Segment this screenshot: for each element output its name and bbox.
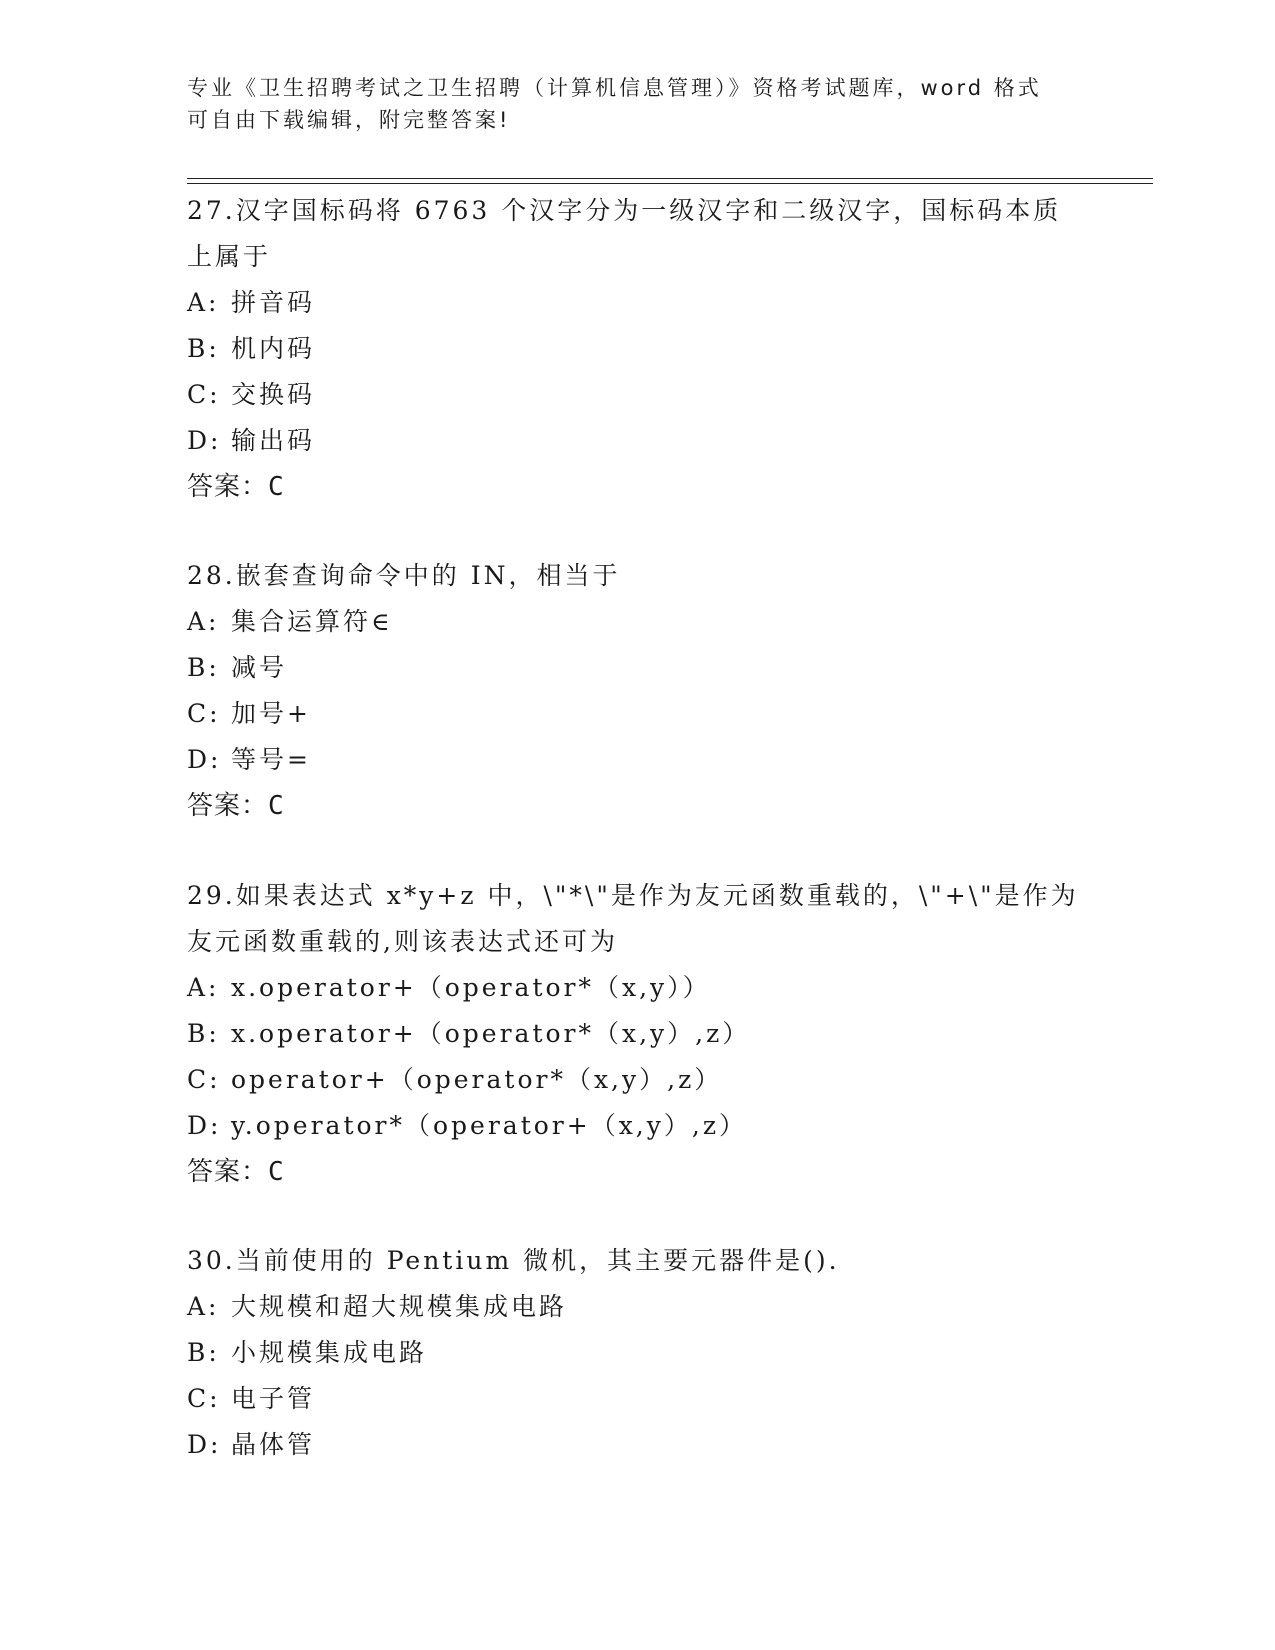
answer-value: C: [268, 791, 285, 821]
option-letter: D:: [187, 1111, 222, 1140]
option-d: [187, 418, 1087, 464]
option-c: [187, 1376, 1087, 1422]
option-letter: B:: [187, 653, 220, 682]
option-text: 输出码: [231, 426, 316, 455]
option-b: [187, 1330, 1087, 1376]
answer-label: 答案：: [187, 1157, 269, 1187]
option-text: x.operator+（operator*（x,y）,z）: [231, 1019, 751, 1048]
header-line-2: 可自由下载编辑，附完整答案!: [187, 108, 511, 132]
answer-label: 答案：: [187, 472, 269, 502]
question-stem-line: 30.当前使用的 Pentium 微机，其主要元器件是().: [187, 1246, 840, 1275]
option-letter: B:: [187, 1338, 220, 1367]
question-29: [187, 873, 1087, 1195]
answer-label: 答案：: [187, 791, 269, 821]
question-27: [187, 188, 1087, 510]
option-letter: A:: [187, 973, 220, 1002]
option-text: 等号=: [231, 745, 311, 774]
question-stem-line: 上属于: [187, 242, 272, 271]
question-stem-line: 友元函数重载的,则该表达式还可为: [187, 927, 618, 956]
option-text: 小规模集成电路: [231, 1338, 428, 1367]
option-text: 拼音码: [231, 288, 316, 317]
option-text: 机内码: [231, 334, 316, 363]
option-a: [187, 965, 1087, 1011]
header-line-1: 专业《卫生招聘考试之卫生招聘（计算机信息管理）》资格考试题库，word 格式: [187, 76, 1042, 100]
option-text: 减号: [231, 653, 288, 682]
option-letter: A:: [187, 1292, 220, 1321]
option-text: 晶体管: [231, 1430, 316, 1459]
header-divider-top: [187, 178, 1153, 179]
document-header: [187, 72, 1067, 136]
option-c: [187, 691, 1087, 737]
question-stem-line: 28.嵌套查询命令中的 IN，相当于: [187, 561, 621, 590]
option-text: operator+（operator*（x,y）,z）: [231, 1065, 723, 1094]
option-d: [187, 737, 1087, 783]
answer-value: C: [268, 472, 285, 502]
option-text: 集合运算符∈: [231, 607, 393, 636]
option-d: [187, 1103, 1087, 1149]
option-text: 交换码: [231, 380, 316, 409]
option-letter: B:: [187, 1019, 220, 1048]
question-stem-line: 27.汉字国标码将 6763 个汉字分为一级汉字和二级汉字，国标码本质: [187, 196, 1062, 225]
option-c: [187, 372, 1087, 418]
option-text: y.operator*（operator+（x,y）,z）: [231, 1111, 747, 1140]
question-stem-line: 29.如果表达式 x*y+z 中，\"*\"是作为友元函数重载的，\"+\"是作为: [187, 881, 1079, 910]
option-letter: D:: [187, 426, 222, 455]
option-c: [187, 1057, 1087, 1103]
option-d: [187, 1422, 1087, 1468]
option-a: [187, 599, 1087, 645]
question-30: [187, 1238, 1087, 1468]
option-letter: A:: [187, 607, 220, 636]
option-letter: D:: [187, 745, 222, 774]
option-text: 加号+: [231, 699, 311, 728]
answer-line: [187, 1149, 1087, 1195]
header-divider-bottom: [187, 183, 1153, 184]
option-a: [187, 1284, 1087, 1330]
answer-line: [187, 464, 1087, 510]
option-text: x.operator+（operator*（x,y））: [231, 973, 711, 1002]
option-letter: A:: [187, 288, 220, 317]
answer-value: C: [268, 1157, 285, 1187]
option-b: [187, 1011, 1087, 1057]
question-28: [187, 553, 1087, 829]
option-letter: C:: [187, 380, 221, 409]
option-letter: B:: [187, 334, 220, 363]
option-b: [187, 326, 1087, 372]
option-letter: C:: [187, 1065, 221, 1094]
option-letter: C:: [187, 699, 221, 728]
option-text: 大规模和超大规模集成电路: [231, 1292, 568, 1321]
option-letter: D:: [187, 1430, 222, 1459]
option-a: [187, 280, 1087, 326]
answer-line: [187, 783, 1087, 829]
option-b: [187, 645, 1087, 691]
option-text: 电子管: [231, 1384, 316, 1413]
option-letter: C:: [187, 1384, 221, 1413]
